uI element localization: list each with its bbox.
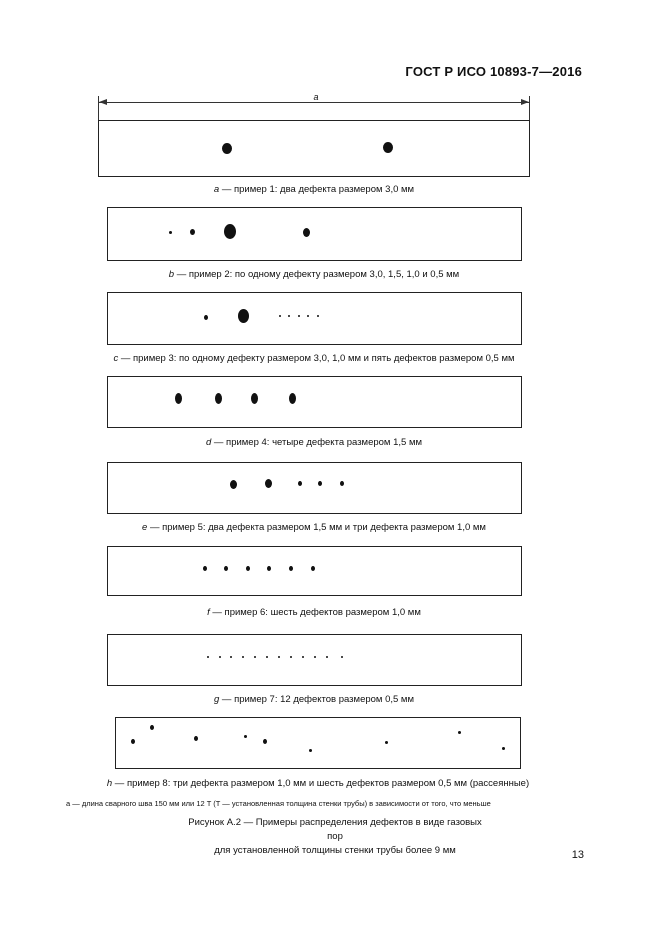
defect-pore xyxy=(175,393,182,404)
caption-text: — пример 1: два дефекта размером 3,0 мм xyxy=(219,184,415,195)
defect-pore xyxy=(289,393,296,404)
defect-pore xyxy=(207,656,209,658)
caption-letter: g xyxy=(214,694,220,705)
weld-panel-example-3 xyxy=(107,292,522,345)
dimension-label: a xyxy=(313,92,319,102)
defect-pore xyxy=(224,566,228,571)
caption-letter: e xyxy=(142,522,148,533)
caption-text: — пример 7: 12 дефектов размером 0,5 мм xyxy=(219,694,414,705)
caption-example-7 xyxy=(98,694,530,705)
weld-panel-example-2 xyxy=(107,207,522,261)
defect-pore xyxy=(190,229,195,235)
defect-pore xyxy=(230,656,232,658)
defect-pore xyxy=(289,566,293,571)
caption-example-4 xyxy=(98,437,530,448)
caption-letter: a xyxy=(213,184,220,195)
defect-pore xyxy=(169,231,172,234)
page-number: 13 xyxy=(571,849,584,861)
dimension-arrow-left xyxy=(99,99,107,105)
defect-pore xyxy=(224,224,236,239)
defect-pore xyxy=(203,566,207,571)
weld-panel-example-5 xyxy=(107,462,522,514)
defect-pore xyxy=(215,393,222,404)
defect-pore xyxy=(230,480,237,489)
defect-pore xyxy=(314,656,316,658)
defect-pore xyxy=(238,309,249,323)
defect-pore xyxy=(340,481,344,486)
caption-text: — пример 2: по одному дефекту размером 3,0, 1,5, 1,0 и 0,5 мм xyxy=(174,269,460,280)
defect-pore xyxy=(502,747,505,750)
caption-text: — пример 8: три дефекта размером 1,0 мм и шесть дефектов размером 0,5 мм (рассеянные) xyxy=(112,778,530,789)
defect-pore xyxy=(298,481,302,486)
defect-pore xyxy=(302,656,304,658)
defect-pore xyxy=(311,566,315,571)
defect-pore xyxy=(251,393,258,404)
caption-letter: h xyxy=(106,778,113,789)
weld-panel-example-1 xyxy=(98,120,530,177)
caption-letter: d xyxy=(205,437,212,448)
document-header: ГОСТ Р ИСО 10893-7—2016 xyxy=(405,64,582,79)
defect-pore xyxy=(204,315,208,320)
weld-panel-example-7 xyxy=(107,634,522,686)
defect-pore xyxy=(303,228,310,237)
caption-example-2 xyxy=(98,269,530,280)
defect-pore xyxy=(244,735,247,738)
defect-pore xyxy=(242,656,244,658)
weld-panel-example-6 xyxy=(107,546,522,596)
footnote: a — длина сварного шва 150 мм или 12 T (T — установленная толщина стенки трубы) в зависимости от того, что меньше xyxy=(66,799,491,808)
caption-letter: b xyxy=(168,269,175,280)
defect-pore xyxy=(290,656,292,658)
defect-pore xyxy=(317,315,319,317)
caption-text: — пример 4: четыре дефекта размером 1,5 мм xyxy=(211,437,423,448)
defect-pore xyxy=(288,315,290,317)
defect-pore xyxy=(194,736,198,741)
defect-pore xyxy=(307,315,309,317)
caption-example-3 xyxy=(98,353,530,364)
weld-panel-example-8 xyxy=(115,717,521,769)
defect-pore xyxy=(263,739,267,744)
defect-pore xyxy=(278,656,280,658)
caption-example-8 xyxy=(78,778,558,789)
defect-pore xyxy=(267,566,271,571)
dimension-line xyxy=(98,102,530,103)
figure-title-line-1: Рисунок А.2 — Примеры распределения дефектов в виде газовых пор xyxy=(188,817,482,842)
defect-pore xyxy=(265,479,272,488)
dimension-right-tick xyxy=(529,96,530,120)
caption-letter: c xyxy=(113,353,119,364)
caption-letter: f xyxy=(207,607,210,618)
defect-pore xyxy=(279,315,281,317)
defect-pore xyxy=(341,656,343,658)
figure-title-line-2: для установленной толщины стенки трубы более 9 мм xyxy=(214,845,456,856)
defect-pore xyxy=(383,142,393,153)
figure-title xyxy=(180,816,490,858)
defect-pore xyxy=(131,739,135,744)
caption-text: — пример 5: два дефекта размером 1,5 мм и три дефекта размером 1,0 мм xyxy=(147,522,486,533)
defect-pore xyxy=(150,725,154,730)
defect-pore xyxy=(219,656,221,658)
defect-pore xyxy=(298,315,300,317)
defect-pore xyxy=(458,731,461,734)
defect-pore xyxy=(254,656,256,658)
defect-pore xyxy=(326,656,328,658)
caption-example-1 xyxy=(98,184,530,195)
defect-pore xyxy=(385,741,388,744)
caption-text: — пример 3: по одному дефекту размером 3,0, 1,0 мм и пять дефектов размером 0,5 мм xyxy=(118,353,515,364)
dimension-arrow-right xyxy=(521,99,529,105)
caption-example-6 xyxy=(98,607,530,618)
defect-pore xyxy=(266,656,268,658)
caption-example-5 xyxy=(98,522,530,533)
caption-text: — пример 6: шесть дефектов размером 1,0 мм xyxy=(209,607,421,618)
defect-pore xyxy=(318,481,322,486)
defect-pore xyxy=(222,143,232,154)
defect-pore xyxy=(246,566,250,571)
weld-panel-example-4 xyxy=(107,376,522,428)
defect-pore xyxy=(309,749,312,752)
